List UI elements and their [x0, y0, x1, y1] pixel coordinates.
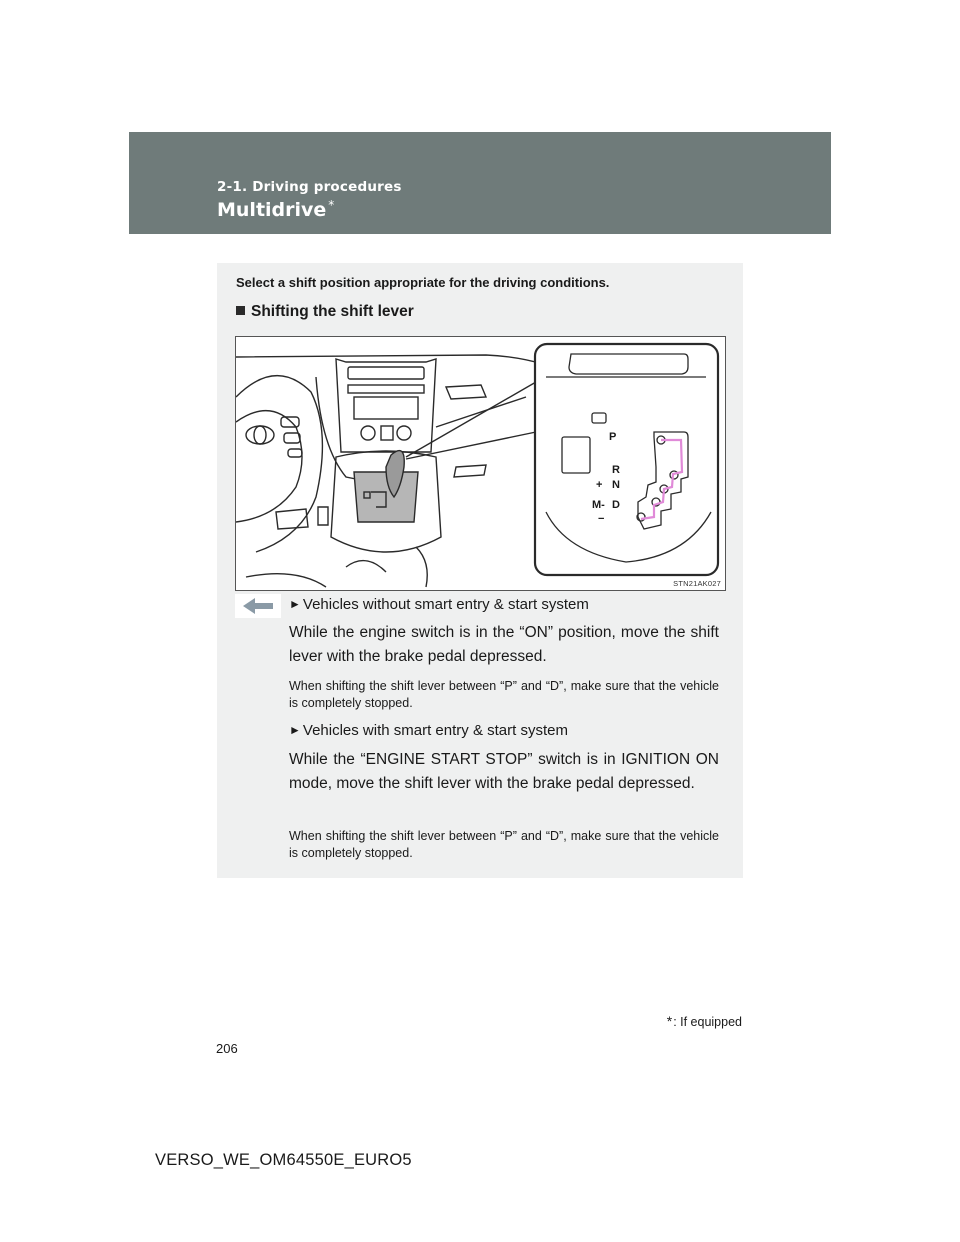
- shift-lever-illustration: [235, 336, 726, 591]
- title-marker: *: [328, 198, 335, 212]
- gate-label-r: R: [612, 464, 620, 476]
- dashboard-drawing: [236, 337, 725, 590]
- subheading-text: Shifting the shift lever: [251, 303, 414, 320]
- page-title: [217, 199, 334, 221]
- gate-label-n: N: [612, 479, 620, 491]
- page-number: 206: [216, 1041, 238, 1056]
- note-paragraph: When shifting the shift lever between “P” and “D”, make sure that the vehicle is completely stopped.: [289, 679, 719, 710]
- gate-label-m: M-: [592, 499, 605, 511]
- gate-label-plus: +: [596, 479, 603, 491]
- footnote-text: : If equipped: [673, 1015, 742, 1029]
- left-arrow-icon: [235, 594, 281, 618]
- center-console: [336, 359, 436, 452]
- subheading: [236, 303, 414, 321]
- right-triangle-icon: ►: [289, 597, 301, 611]
- header-band: [129, 132, 831, 234]
- document-id: VERSO_WE_OM64550E_EURO5: [155, 1151, 412, 1169]
- steering-wheel-rim: [236, 376, 322, 552]
- section-label: 2-1. Driving procedures: [217, 179, 402, 195]
- note-paragraph: When shifting the shift lever between “P” and “D”, make sure that the vehicle is completely stopped.: [289, 829, 719, 860]
- toyota-logo-icon: [246, 426, 274, 444]
- variant-heading-text: Vehicles without smart entry & start system: [302, 596, 589, 613]
- body-paragraph: While the engine switch is in the “ON” position, move the shift lever with the brake pedal depressed.: [289, 624, 719, 665]
- square-bullet-icon: [236, 306, 245, 315]
- content-box: [217, 263, 743, 878]
- footnote: [667, 1013, 742, 1029]
- figure-code: STN21AK027: [673, 579, 721, 588]
- page-title-text: Multidrive: [217, 199, 327, 221]
- right-triangle-icon: ►: [289, 723, 301, 737]
- gate-label-p: P: [609, 431, 617, 443]
- variant-heading: [289, 722, 568, 739]
- gate-label-minus: −: [598, 513, 605, 525]
- intro-text: Select a shift position appropriate for the driving conditions.: [236, 275, 610, 290]
- variant-heading-text: Vehicles with smart entry & start system: [302, 722, 568, 739]
- footnote-marker: *: [666, 1013, 673, 1029]
- gate-label-d: D: [612, 499, 620, 511]
- body-paragraph: While the “ENGINE START STOP” switch is in IGNITION ON mode, move the shift lever with the brake pedal depressed.: [289, 751, 719, 792]
- variant-heading: [289, 596, 589, 613]
